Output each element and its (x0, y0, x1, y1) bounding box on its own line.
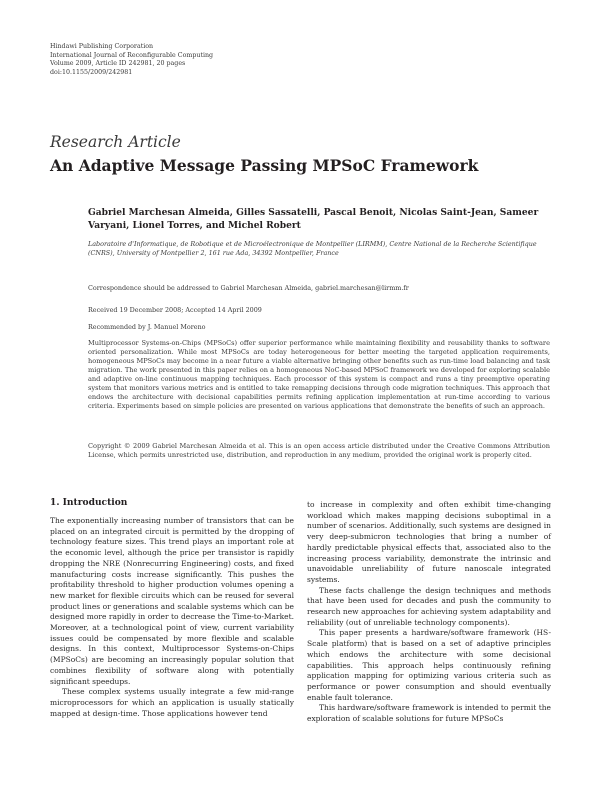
article-title: An Adaptive Message Passing MPSoC Framework (50, 156, 479, 175)
left-column (50, 516, 294, 719)
paragraph: These complex systems usually integrate a few mid-range microprocessors for which an application is usually statically mapped at design-time. Those applications however tend (50, 687, 294, 718)
paragraph: The exponentially increasing number of transistors that can be placed on an integrated circuit is permitted by the dropping of technology feature sizes. This trend plays an important role at the economic level, although the price per transistor is rapidly dropping the NRE (Nonrecurring Engineering) costs, and fixed manufacturing costs increase significantly. This pushes the profitability threshold to higher production volumes opening a new market for flexible circuits which can be reused for several product lines or generations and scalable systems which can be designed more rapidly in order to decrease the Time-to-Market. Moreover, at a technological point of view, current variability issues could be compensated by more flexible and scalable designs. In this context, Multiprocessor Systems-on-Chips (MPSoCs) are becoming an increasingly popular solution that combines flexibility of software along with potentially significant speedups. (50, 516, 294, 686)
publication-info (50, 43, 213, 77)
affiliation: Laboratoire d'Informatique, de Robotique et de Microélectronique de Montpellier (LIRMM), Centre National de la Recherche Scientifique (CNRS), University of Montpellier 2, 161 rue Ada, 34392 Montpellier, France (88, 240, 537, 257)
paragraph: This hardware/software framework is intended to permit the exploration of scalable solutions for future MPSoCs (307, 703, 551, 724)
abstract: Multiprocessor Systems-on-Chips (MPSoCs) offer superior performance while maintaining flexibility and reusability thanks to software oriented personalization. While most MPSoCs are today heterogeneous for better meeting the targeted application requirements, homogeneous MPSoCs may become in a near future a viable alternative bringing other benefits such as run-time load balancing and task migration. The work presented in this paper relies on a homogeneous NoC-based MPSoC framework we developed for exploring scalable and adaptive on-line continuous mapping techniques. Each processor of this system is compact and runs a tiny preemptive operating system that monitors various metrics and is entitled to take remapping decisions through code migration techniques. This approach that endows the architecture with decisional capabilities permits refining application implementation at run-time according to various criteria. Experiments based on simple policies are presented on various applications that demonstrate the benefits of such an approach. (88, 339, 550, 411)
received-accepted-dates: Received 19 December 2008; Accepted 14 April 2009 (88, 306, 262, 314)
author-list: Gabriel Marchesan Almeida, Gilles Sassatelli, Pascal Benoit, Nicolas Saint-Jean, Sameer Varyani, Lionel Torres, and Michel Robert (88, 207, 539, 231)
journal-line: International Journal of Reconfigurable Computing (50, 51, 214, 59)
right-column (307, 500, 551, 725)
section-heading-introduction: 1. Introduction (50, 497, 128, 508)
doi-line: doi:10.1155/2009/242981 (50, 68, 133, 76)
paragraph: This paper presents a hardware/software framework (HS-Scale platform) that is based on a set of adaptive principles which endows the architecture with some decisional capabilities. This approach helps continuously refining application mapping for optimizing various criteria such as performance or power consumption and should eventually enable fault tolerance. (307, 628, 551, 702)
paragraph: These facts challenge the design techniques and methods that have been used for decades and push the community to research new approaches for achieving system adaptability and reliability (out of unreliable technology components). (307, 585, 551, 627)
publisher-line: Hindawi Publishing Corporation (50, 43, 154, 50)
paragraph: to increase in complexity and often exhibit time-changing workload which makes mapping decisions suboptimal in a number of scenarios. Additionally, such systems are designed in very deep-submicron technologies that bring a number of hardly predictable physical effects that, associated also to the increasing process variability, demonstrate the intrinsic and unavoidable unreliability of future nanoscale integrated systems. (307, 500, 551, 584)
volume-line: Volume 2009, Article ID 242981, 20 pages (50, 60, 186, 68)
correspondence: Correspondence should be addressed to Gabriel Marchesan Almeida, gabriel.marchesan@lirmm.fr (88, 284, 409, 292)
copyright-notice: Copyright © 2009 Gabriel Marchesan Almeida et al. This is an open access article distributed under the Creative Commons Attribution License, which permits unrestricted use, distribution, and reproduction in any medium, provided the original work is properly cited. (88, 442, 550, 460)
recommended-by: Recommended by J. Manuel Moreno (88, 323, 206, 331)
article-type: Research Article (50, 133, 181, 151)
